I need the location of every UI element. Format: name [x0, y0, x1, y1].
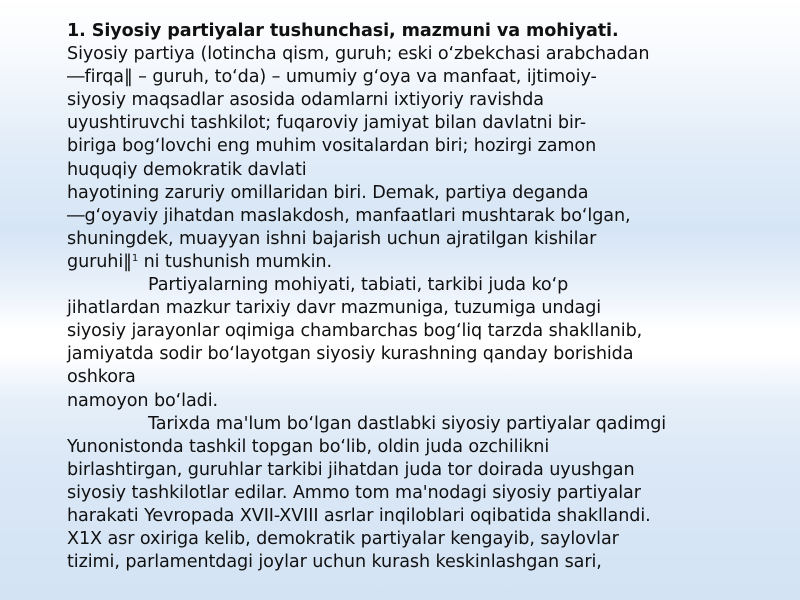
text-line [67, 274, 792, 297]
text-line [67, 251, 792, 274]
line-text: biriga bog‘lovchi eng muhim vositalardan biri; hozirgi zamon [67, 136, 597, 157]
line-text: Partiyalarning mohiyati, tabiati, tarkibi juda ko‘p [148, 275, 569, 296]
line-text: ―firqa‖ – guruh, to‘da) – umumiy g‘oya va manfaat, ijtimoiy- [67, 67, 597, 88]
text-line [67, 66, 792, 89]
text-line [67, 390, 792, 413]
line-text: uyushtiruvchi tashkilot; fuqaroviy jamiyat bilan davlatni bir- [67, 113, 586, 134]
line-text: tizimi, parlamentdagi joylar uchun kurash keskinlashgan sari, [67, 552, 602, 573]
text-line [67, 89, 792, 112]
text-line [67, 551, 792, 574]
text-line [67, 320, 792, 343]
line-text: 1. Siyosiy partiyalar tushunchasi, mazmuni va mohiyati. [67, 21, 619, 41]
text-line [67, 436, 792, 459]
section-heading [67, 20, 792, 43]
footnote-marker: 1 [131, 252, 139, 264]
line-text: Siyosiy partiya (lotincha qism, guruh; eski o‘zbekchasi arabchadan [67, 44, 650, 65]
text-line [67, 413, 792, 436]
line-text: siyosiy tashkilotlar edilar. Ammo tom ma'nodagi siyosiy partiyalar [67, 482, 641, 503]
text-line [67, 505, 792, 528]
line-text: namoyon bo‘ladi. [67, 390, 218, 411]
text-line [67, 228, 792, 251]
text-line [67, 459, 792, 482]
text-line [67, 112, 792, 135]
line-text: siyosiy maqsadlar asosida odamlarni ixtiyoriy ravishda [67, 90, 544, 111]
line-text: Yunonistonda tashkil topgan bo‘lib, oldin juda ozchilikni [67, 436, 550, 457]
document-body [67, 20, 792, 574]
line-text-after-footnote: ni tushunish mumkin. [138, 251, 332, 272]
line-text: jihatlardan mazkur tarixiy davr mazmuniga, tuzumiga undagi [67, 298, 602, 319]
line-text: ―g‘oyaviy jihatdan maslakdosh, manfaatlari mushtarak bo‘lgan, [67, 205, 631, 226]
line-text: guruhi‖ [67, 251, 132, 272]
line-text: X1X asr oxiriga kelib, demokratik partiyalar kengayib, saylovlar [67, 529, 619, 550]
line-text: huquqiy demokratik davlati [67, 159, 307, 180]
text-line [67, 43, 792, 66]
text-line [67, 135, 792, 158]
text-line [67, 297, 792, 320]
text-line [67, 482, 792, 505]
text-line [67, 528, 792, 551]
line-text: harakati Yevropada XVII-XVIII asrlar inqiloblari oqibatida shakllandi. [67, 505, 651, 526]
text-line [67, 343, 792, 366]
line-text: jamiyatda sodir bo‘layotgan siyosiy kurashning qanday borishida [67, 344, 634, 365]
line-text: shuningdek, muayyan ishni bajarish uchun ajratilgan kishilar [67, 228, 597, 249]
line-text: oshkora [67, 367, 136, 388]
line-text: birlashtirgan, guruhlar tarkibi jihatdan juda tor doirada uyushgan [67, 459, 635, 480]
text-line [67, 366, 792, 389]
line-text: hayotining zaruriy omillaridan biri. Demak, partiya deganda [67, 182, 589, 203]
text-line [67, 182, 792, 205]
text-line [67, 205, 792, 228]
line-text: Tarixda ma'lum bo‘lgan dastlabki siyosiy partiyalar qadimgi [148, 413, 667, 434]
line-text: siyosiy jarayonlar oqimiga chambarchas bog‘liq tarzda shakllanib, [67, 321, 643, 342]
text-line [67, 159, 792, 182]
